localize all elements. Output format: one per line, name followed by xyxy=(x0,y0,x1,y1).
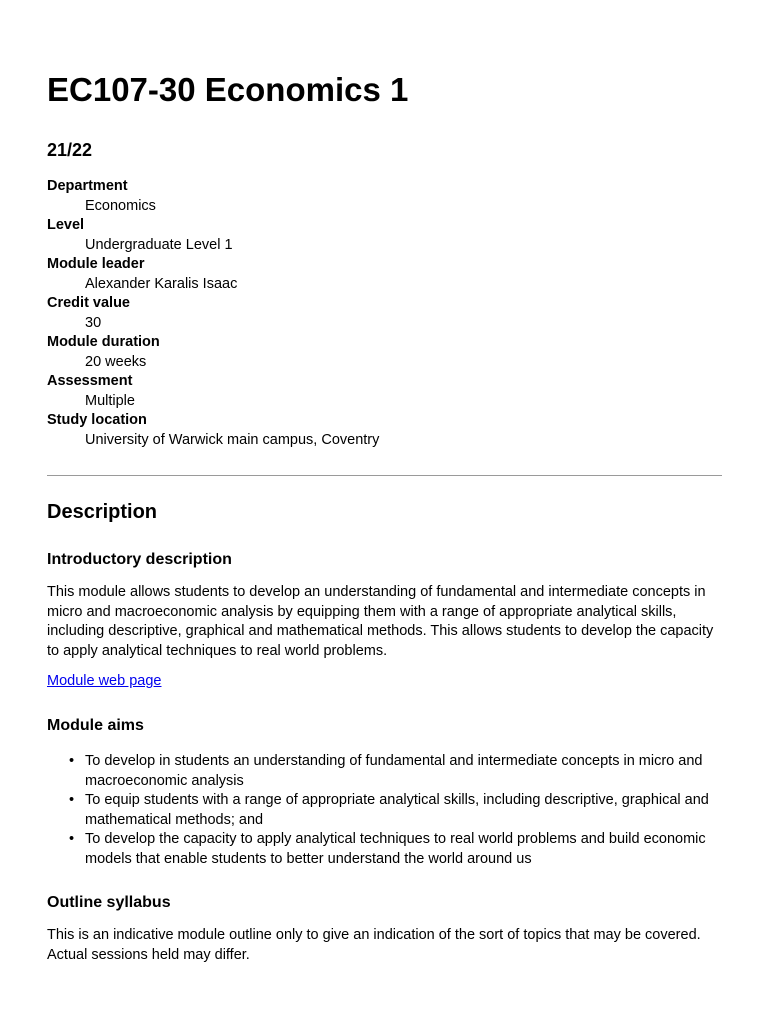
intro-description-heading: Introductory description xyxy=(47,551,232,568)
detail-label-level: Level xyxy=(47,217,85,233)
bullet-icon: • xyxy=(69,831,75,847)
detail-value-study-location: University of Warwick main campus, Coventry xyxy=(85,431,380,448)
description-heading: Description xyxy=(47,501,158,523)
list-item xyxy=(47,791,722,830)
detail-label-credit-value: Credit value xyxy=(47,295,130,311)
detail-value-department: Economics xyxy=(85,197,156,214)
detail-value-credit-value: 30 xyxy=(85,314,102,331)
detail-label-department: Department xyxy=(47,178,128,194)
outline-syllabus-heading: Outline syllabus xyxy=(47,894,171,911)
detail-label-module-duration: Module duration xyxy=(47,334,160,350)
section-divider xyxy=(47,475,722,476)
aim-text: To equip students with a range of appropriate analytical skills, including descriptive, graphical and mathematical methods; and xyxy=(85,792,709,828)
bullet-icon: • xyxy=(69,792,75,808)
aim-text: To develop in students an understanding of fundamental and intermediate concepts in micro and macroeconomic analysis xyxy=(85,753,703,789)
page-title: EC107-30 Economics 1 xyxy=(47,71,409,108)
module-aims-heading: Module aims xyxy=(47,717,144,734)
detail-value-module-leader: Alexander Karalis Isaac xyxy=(85,275,238,292)
academic-year: 21/22 xyxy=(47,140,93,160)
bullet-icon: • xyxy=(69,753,75,769)
list-item xyxy=(47,830,722,869)
list-item xyxy=(47,752,722,791)
detail-label-study-location: Study location xyxy=(47,412,147,428)
detail-value-level: Undergraduate Level 1 xyxy=(85,236,233,253)
module-details xyxy=(47,177,379,450)
aim-text: To develop the capacity to apply analytical techniques to real world problems and build economic models that enable students to better understand the world around us xyxy=(85,831,706,867)
module-aims-list xyxy=(47,752,722,869)
detail-label-assessment: Assessment xyxy=(47,373,133,389)
detail-label-module-leader: Module leader xyxy=(47,256,145,272)
module-web-page-link[interactable]: Module web page xyxy=(47,673,162,689)
detail-value-assessment: Multiple xyxy=(85,392,135,409)
detail-value-module-duration: 20 weeks xyxy=(85,353,147,370)
intro-description-text: This module allows students to develop an understanding of fundamental and intermediate concepts in micro and macroeconomic analysis by equipping them with a range of appropriate analytical skills, including descriptive, graphical and mathematical methods. This allows students to develop the capacity to apply analytical techniques to real world problems. xyxy=(47,584,714,659)
outline-syllabus-text: This is an indicative module outline only to give an indication of the sort of topics that may be covered. Actual sessions held may differ. xyxy=(47,927,701,963)
